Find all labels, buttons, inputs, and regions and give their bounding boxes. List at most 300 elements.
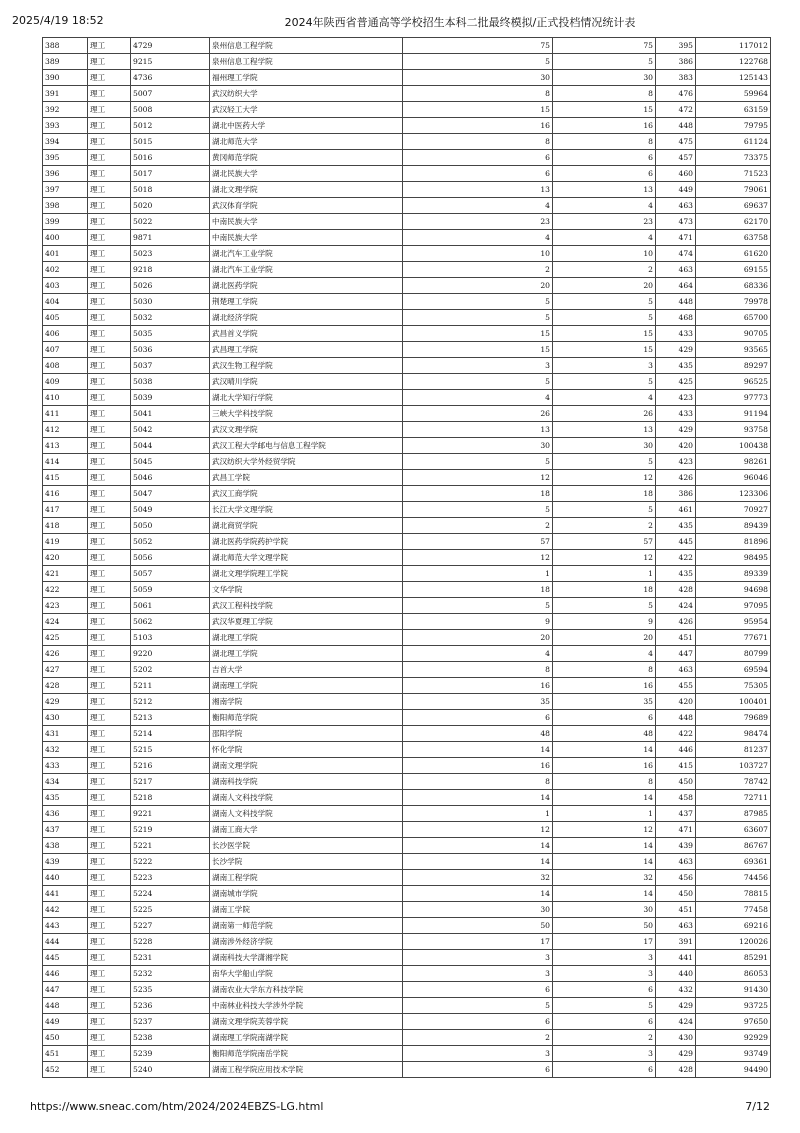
cell-row-index: 449 — [43, 1014, 88, 1030]
cell-school-name: 湖北汽车工业学院 — [210, 246, 403, 262]
table-row — [43, 182, 771, 198]
cell-category: 理工 — [88, 822, 131, 838]
cell-category: 理工 — [88, 102, 131, 118]
cell-plan-count: 75 — [403, 38, 553, 54]
cell-min-rank: 98495 — [696, 550, 771, 566]
cell-school-name: 湖北理工学院 — [210, 630, 403, 646]
cell-admitted-count: 50 — [553, 918, 656, 934]
cell-row-index: 389 — [43, 54, 88, 70]
cell-min-rank: 90705 — [696, 326, 771, 342]
cell-min-rank: 98261 — [696, 454, 771, 470]
cell-min-score: 429 — [656, 1046, 696, 1062]
cell-admitted-count: 3 — [553, 1046, 656, 1062]
cell-school-name: 湖北文理学院 — [210, 182, 403, 198]
table-row — [43, 806, 771, 822]
cell-school-name: 三峡大学科技学院 — [210, 406, 403, 422]
cell-school-name: 武昌工学院 — [210, 470, 403, 486]
cell-category: 理工 — [88, 390, 131, 406]
cell-category: 理工 — [88, 214, 131, 230]
cell-school-name: 长沙医学院 — [210, 838, 403, 854]
cell-min-rank: 81896 — [696, 534, 771, 550]
cell-row-index: 442 — [43, 902, 88, 918]
cell-school-code: 5007 — [131, 86, 210, 102]
cell-row-index: 427 — [43, 662, 88, 678]
cell-plan-count: 6 — [403, 1062, 553, 1078]
cell-min-rank: 74456 — [696, 870, 771, 886]
cell-admitted-count: 3 — [553, 950, 656, 966]
cell-category: 理工 — [88, 374, 131, 390]
cell-school-code: 5212 — [131, 694, 210, 710]
cell-school-name: 湖南工学院 — [210, 902, 403, 918]
cell-row-index: 440 — [43, 870, 88, 886]
cell-school-code: 5052 — [131, 534, 210, 550]
table-row — [43, 406, 771, 422]
cell-school-name: 武汉纺织大学外经贸学院 — [210, 454, 403, 470]
cell-school-name: 长沙学院 — [210, 854, 403, 870]
cell-min-score: 422 — [656, 550, 696, 566]
cell-school-name: 湖北经济学院 — [210, 310, 403, 326]
cell-plan-count: 14 — [403, 838, 553, 854]
cell-category: 理工 — [88, 470, 131, 486]
cell-min-score: 449 — [656, 182, 696, 198]
cell-school-name: 湖南第一师范学院 — [210, 918, 403, 934]
cell-plan-count: 6 — [403, 166, 553, 182]
cell-admitted-count: 8 — [553, 86, 656, 102]
table-row — [43, 918, 771, 934]
cell-min-rank: 71523 — [696, 166, 771, 182]
cell-school-name: 湖南人文科技学院 — [210, 790, 403, 806]
cell-plan-count: 50 — [403, 918, 553, 934]
table-row — [43, 438, 771, 454]
cell-min-rank: 81237 — [696, 742, 771, 758]
cell-row-index: 407 — [43, 342, 88, 358]
cell-min-score: 463 — [656, 198, 696, 214]
cell-school-code: 5202 — [131, 662, 210, 678]
cell-min-score: 472 — [656, 102, 696, 118]
cell-row-index: 396 — [43, 166, 88, 182]
cell-min-rank: 97650 — [696, 1014, 771, 1030]
cell-category: 理工 — [88, 326, 131, 342]
cell-category: 理工 — [88, 486, 131, 502]
table-row — [43, 550, 771, 566]
cell-min-score: 428 — [656, 582, 696, 598]
cell-admitted-count: 15 — [553, 102, 656, 118]
cell-admitted-count: 18 — [553, 582, 656, 598]
cell-admitted-count: 8 — [553, 774, 656, 790]
cell-school-code: 5214 — [131, 726, 210, 742]
table-row — [43, 38, 771, 54]
cell-category: 理工 — [88, 1030, 131, 1046]
cell-admitted-count: 12 — [553, 470, 656, 486]
cell-min-rank: 63607 — [696, 822, 771, 838]
cell-plan-count: 5 — [403, 998, 553, 1014]
cell-min-score: 473 — [656, 214, 696, 230]
table-row — [43, 150, 771, 166]
cell-school-name: 湖南工程学院 — [210, 870, 403, 886]
cell-school-code: 5238 — [131, 1030, 210, 1046]
cell-admitted-count: 30 — [553, 70, 656, 86]
cell-min-score: 446 — [656, 742, 696, 758]
cell-admitted-count: 2 — [553, 518, 656, 534]
cell-min-score: 450 — [656, 774, 696, 790]
cell-school-name: 衡阳师范学院南岳学院 — [210, 1046, 403, 1062]
cell-min-rank: 96525 — [696, 374, 771, 390]
cell-school-name: 吉首大学 — [210, 662, 403, 678]
cell-min-score: 386 — [656, 486, 696, 502]
cell-min-score: 428 — [656, 1062, 696, 1078]
cell-admitted-count: 13 — [553, 182, 656, 198]
cell-school-name: 中南林业科技大学涉外学院 — [210, 998, 403, 1014]
cell-min-rank: 69637 — [696, 198, 771, 214]
cell-min-rank: 61620 — [696, 246, 771, 262]
cell-min-rank: 92929 — [696, 1030, 771, 1046]
cell-min-score: 445 — [656, 534, 696, 550]
cell-school-name: 湖北文理学院理工学院 — [210, 566, 403, 582]
cell-school-code: 5015 — [131, 134, 210, 150]
table-row — [43, 134, 771, 150]
cell-plan-count: 12 — [403, 470, 553, 486]
cell-school-code: 9871 — [131, 230, 210, 246]
table-row — [43, 486, 771, 502]
cell-school-name: 泉州信息工程学院 — [210, 38, 403, 54]
cell-min-score: 415 — [656, 758, 696, 774]
cell-school-name: 南华大学船山学院 — [210, 966, 403, 982]
cell-min-score: 423 — [656, 390, 696, 406]
table-row — [43, 102, 771, 118]
table-row — [43, 870, 771, 886]
cell-school-name: 武昌首义学院 — [210, 326, 403, 342]
cell-row-index: 438 — [43, 838, 88, 854]
table-row — [43, 726, 771, 742]
cell-school-code: 5239 — [131, 1046, 210, 1062]
cell-school-name: 文华学院 — [210, 582, 403, 598]
cell-min-score: 424 — [656, 598, 696, 614]
cell-school-code: 4736 — [131, 70, 210, 86]
cell-admitted-count: 2 — [553, 262, 656, 278]
cell-plan-count: 32 — [403, 870, 553, 886]
table-row — [43, 374, 771, 390]
cell-admitted-count: 5 — [553, 54, 656, 70]
cell-category: 理工 — [88, 902, 131, 918]
cell-category: 理工 — [88, 406, 131, 422]
cell-min-rank: 95954 — [696, 614, 771, 630]
cell-school-name: 中南民族大学 — [210, 230, 403, 246]
cell-row-index: 431 — [43, 726, 88, 742]
cell-min-rank: 78742 — [696, 774, 771, 790]
cell-school-name: 武汉轻工大学 — [210, 102, 403, 118]
cell-min-rank: 94490 — [696, 1062, 771, 1078]
cell-min-score: 460 — [656, 166, 696, 182]
cell-plan-count: 6 — [403, 150, 553, 166]
table-row — [43, 662, 771, 678]
cell-admitted-count: 14 — [553, 790, 656, 806]
cell-row-index: 413 — [43, 438, 88, 454]
cell-plan-count: 15 — [403, 342, 553, 358]
cell-plan-count: 4 — [403, 390, 553, 406]
cell-school-code: 5032 — [131, 310, 210, 326]
cell-min-score: 456 — [656, 870, 696, 886]
cell-school-code: 5018 — [131, 182, 210, 198]
cell-plan-count: 30 — [403, 70, 553, 86]
cell-row-index: 452 — [43, 1062, 88, 1078]
cell-admitted-count: 26 — [553, 406, 656, 422]
cell-category: 理工 — [88, 278, 131, 294]
cell-school-code: 4729 — [131, 38, 210, 54]
cell-min-score: 463 — [656, 662, 696, 678]
cell-school-code: 5222 — [131, 854, 210, 870]
cell-plan-count: 17 — [403, 934, 553, 950]
cell-admitted-count: 5 — [553, 998, 656, 1014]
cell-min-rank: 68336 — [696, 278, 771, 294]
cell-min-score: 463 — [656, 854, 696, 870]
cell-school-code: 5213 — [131, 710, 210, 726]
cell-school-code: 5020 — [131, 198, 210, 214]
cell-admitted-count: 16 — [553, 118, 656, 134]
cell-min-rank: 89339 — [696, 566, 771, 582]
cell-school-code: 5039 — [131, 390, 210, 406]
cell-school-name: 湖南文理学院 — [210, 758, 403, 774]
cell-school-name: 武汉华夏理工学院 — [210, 614, 403, 630]
cell-admitted-count: 75 — [553, 38, 656, 54]
table-row — [43, 966, 771, 982]
cell-min-rank: 77458 — [696, 902, 771, 918]
cell-min-rank: 85291 — [696, 950, 771, 966]
cell-admitted-count: 6 — [553, 1014, 656, 1030]
cell-plan-count: 1 — [403, 566, 553, 582]
cell-row-index: 448 — [43, 998, 88, 1014]
cell-row-index: 420 — [43, 550, 88, 566]
cell-admitted-count: 20 — [553, 630, 656, 646]
cell-school-code: 5045 — [131, 454, 210, 470]
cell-min-rank: 93749 — [696, 1046, 771, 1062]
table-row — [43, 598, 771, 614]
cell-min-rank: 96046 — [696, 470, 771, 486]
cell-school-name: 武汉生物工程学院 — [210, 358, 403, 374]
cell-school-code: 5061 — [131, 598, 210, 614]
cell-plan-count: 10 — [403, 246, 553, 262]
cell-category: 理工 — [88, 566, 131, 582]
cell-row-index: 393 — [43, 118, 88, 134]
cell-school-code: 5225 — [131, 902, 210, 918]
cell-row-index: 447 — [43, 982, 88, 998]
cell-admitted-count: 57 — [553, 534, 656, 550]
cell-row-index: 391 — [43, 86, 88, 102]
cell-row-index: 434 — [43, 774, 88, 790]
cell-min-rank: 100438 — [696, 438, 771, 454]
cell-category: 理工 — [88, 806, 131, 822]
cell-row-index: 401 — [43, 246, 88, 262]
cell-category: 理工 — [88, 86, 131, 102]
cell-min-rank: 79061 — [696, 182, 771, 198]
cell-plan-count: 2 — [403, 518, 553, 534]
cell-min-rank: 63758 — [696, 230, 771, 246]
cell-category: 理工 — [88, 614, 131, 630]
cell-category: 理工 — [88, 934, 131, 950]
table-row — [43, 998, 771, 1014]
cell-school-name: 怀化学院 — [210, 742, 403, 758]
cell-min-rank: 86767 — [696, 838, 771, 854]
cell-row-index: 395 — [43, 150, 88, 166]
cell-school-name: 湖南科技学院 — [210, 774, 403, 790]
cell-min-score: 458 — [656, 790, 696, 806]
cell-category: 理工 — [88, 150, 131, 166]
cell-min-rank: 97773 — [696, 390, 771, 406]
table-row — [43, 230, 771, 246]
cell-min-score: 386 — [656, 54, 696, 70]
cell-school-code: 5219 — [131, 822, 210, 838]
cell-row-index: 451 — [43, 1046, 88, 1062]
cell-category: 理工 — [88, 246, 131, 262]
cell-plan-count: 5 — [403, 502, 553, 518]
cell-min-rank: 79795 — [696, 118, 771, 134]
cell-plan-count: 30 — [403, 438, 553, 454]
cell-min-score: 435 — [656, 518, 696, 534]
cell-admitted-count: 5 — [553, 502, 656, 518]
cell-plan-count: 48 — [403, 726, 553, 742]
cell-admitted-count: 18 — [553, 486, 656, 502]
cell-school-name: 衡阳师范学院 — [210, 710, 403, 726]
cell-row-index: 417 — [43, 502, 88, 518]
cell-category: 理工 — [88, 198, 131, 214]
page-url[interactable]: https://www.sneac.com/htm/2024/2024EBZS-LG.html — [30, 1100, 324, 1113]
cell-min-rank: 62170 — [696, 214, 771, 230]
cell-school-code: 5042 — [131, 422, 210, 438]
cell-admitted-count: 14 — [553, 742, 656, 758]
cell-school-code: 5062 — [131, 614, 210, 630]
cell-min-rank: 70927 — [696, 502, 771, 518]
cell-school-name: 武汉体育学院 — [210, 198, 403, 214]
table-row — [43, 582, 771, 598]
cell-min-score: 425 — [656, 374, 696, 390]
cell-row-index: 410 — [43, 390, 88, 406]
cell-school-name: 中南民族大学 — [210, 214, 403, 230]
cell-category: 理工 — [88, 950, 131, 966]
cell-admitted-count: 6 — [553, 710, 656, 726]
cell-admitted-count: 5 — [553, 310, 656, 326]
cell-plan-count: 13 — [403, 182, 553, 198]
cell-school-code: 5026 — [131, 278, 210, 294]
cell-plan-count: 5 — [403, 598, 553, 614]
cell-min-score: 451 — [656, 630, 696, 646]
cell-admitted-count: 6 — [553, 982, 656, 998]
cell-category: 理工 — [88, 182, 131, 198]
table-row — [43, 166, 771, 182]
cell-plan-count: 5 — [403, 374, 553, 390]
cell-admitted-count: 4 — [553, 646, 656, 662]
cell-category: 理工 — [88, 342, 131, 358]
cell-school-code: 5046 — [131, 470, 210, 486]
cell-school-code: 5044 — [131, 438, 210, 454]
cell-category: 理工 — [88, 294, 131, 310]
cell-school-code: 5240 — [131, 1062, 210, 1078]
cell-min-rank: 80799 — [696, 646, 771, 662]
cell-row-index: 411 — [43, 406, 88, 422]
cell-plan-count: 6 — [403, 982, 553, 998]
cell-min-rank: 97095 — [696, 598, 771, 614]
cell-school-code: 5057 — [131, 566, 210, 582]
cell-min-score: 448 — [656, 118, 696, 134]
cell-admitted-count: 4 — [553, 230, 656, 246]
cell-school-name: 湖北师范大学文理学院 — [210, 550, 403, 566]
cell-plan-count: 8 — [403, 86, 553, 102]
cell-plan-count: 3 — [403, 966, 553, 982]
cell-school-name: 湖南人文科技学院 — [210, 806, 403, 822]
cell-row-index: 428 — [43, 678, 88, 694]
cell-min-score: 426 — [656, 470, 696, 486]
cell-school-name: 湖北民族大学 — [210, 166, 403, 182]
cell-school-code: 5103 — [131, 630, 210, 646]
page-title: 2024年陕西省普通高等学校招生本科二批最终模拟/正式投档情况统计表 — [284, 16, 636, 29]
cell-category: 理工 — [88, 134, 131, 150]
cell-min-rank: 125143 — [696, 70, 771, 86]
cell-admitted-count: 2 — [553, 1030, 656, 1046]
cell-plan-count: 6 — [403, 1014, 553, 1030]
cell-min-score: 440 — [656, 966, 696, 982]
cell-min-rank: 100401 — [696, 694, 771, 710]
table-row — [43, 246, 771, 262]
cell-plan-count: 13 — [403, 422, 553, 438]
cell-min-rank: 78815 — [696, 886, 771, 902]
cell-row-index: 423 — [43, 598, 88, 614]
cell-min-score: 457 — [656, 150, 696, 166]
cell-category: 理工 — [88, 454, 131, 470]
cell-plan-count: 12 — [403, 822, 553, 838]
table-row — [43, 566, 771, 582]
cell-school-code: 5050 — [131, 518, 210, 534]
cell-category: 理工 — [88, 598, 131, 614]
cell-admitted-count: 14 — [553, 838, 656, 854]
cell-min-score: 424 — [656, 1014, 696, 1030]
cell-school-name: 武汉工程科技学院 — [210, 598, 403, 614]
cell-category: 理工 — [88, 582, 131, 598]
cell-school-code: 5056 — [131, 550, 210, 566]
cell-min-score: 432 — [656, 982, 696, 998]
cell-row-index: 439 — [43, 854, 88, 870]
cell-category: 理工 — [88, 166, 131, 182]
cell-row-index: 412 — [43, 422, 88, 438]
cell-row-index: 445 — [43, 950, 88, 966]
cell-school-name: 武汉晴川学院 — [210, 374, 403, 390]
cell-category: 理工 — [88, 422, 131, 438]
cell-admitted-count: 5 — [553, 454, 656, 470]
cell-school-name: 武汉文理学院 — [210, 422, 403, 438]
cell-school-name: 湖南工程学院应用技术学院 — [210, 1062, 403, 1078]
cell-category: 理工 — [88, 710, 131, 726]
cell-school-name: 湖南城市学院 — [210, 886, 403, 902]
cell-min-rank: 63159 — [696, 102, 771, 118]
cell-min-score: 471 — [656, 822, 696, 838]
table-row — [43, 278, 771, 294]
cell-school-code: 9218 — [131, 262, 210, 278]
cell-min-rank: 69594 — [696, 662, 771, 678]
cell-plan-count: 4 — [403, 230, 553, 246]
cell-admitted-count: 4 — [553, 198, 656, 214]
cell-min-rank: 98474 — [696, 726, 771, 742]
table-row — [43, 310, 771, 326]
cell-school-code: 5224 — [131, 886, 210, 902]
cell-min-rank: 93565 — [696, 342, 771, 358]
cell-admitted-count: 1 — [553, 806, 656, 822]
cell-category: 理工 — [88, 694, 131, 710]
cell-row-index: 408 — [43, 358, 88, 374]
table-row — [43, 790, 771, 806]
table-row — [43, 70, 771, 86]
cell-row-index: 424 — [43, 614, 88, 630]
cell-row-index: 390 — [43, 70, 88, 86]
table-row — [43, 758, 771, 774]
cell-category: 理工 — [88, 1062, 131, 1078]
cell-plan-count: 1 — [403, 806, 553, 822]
